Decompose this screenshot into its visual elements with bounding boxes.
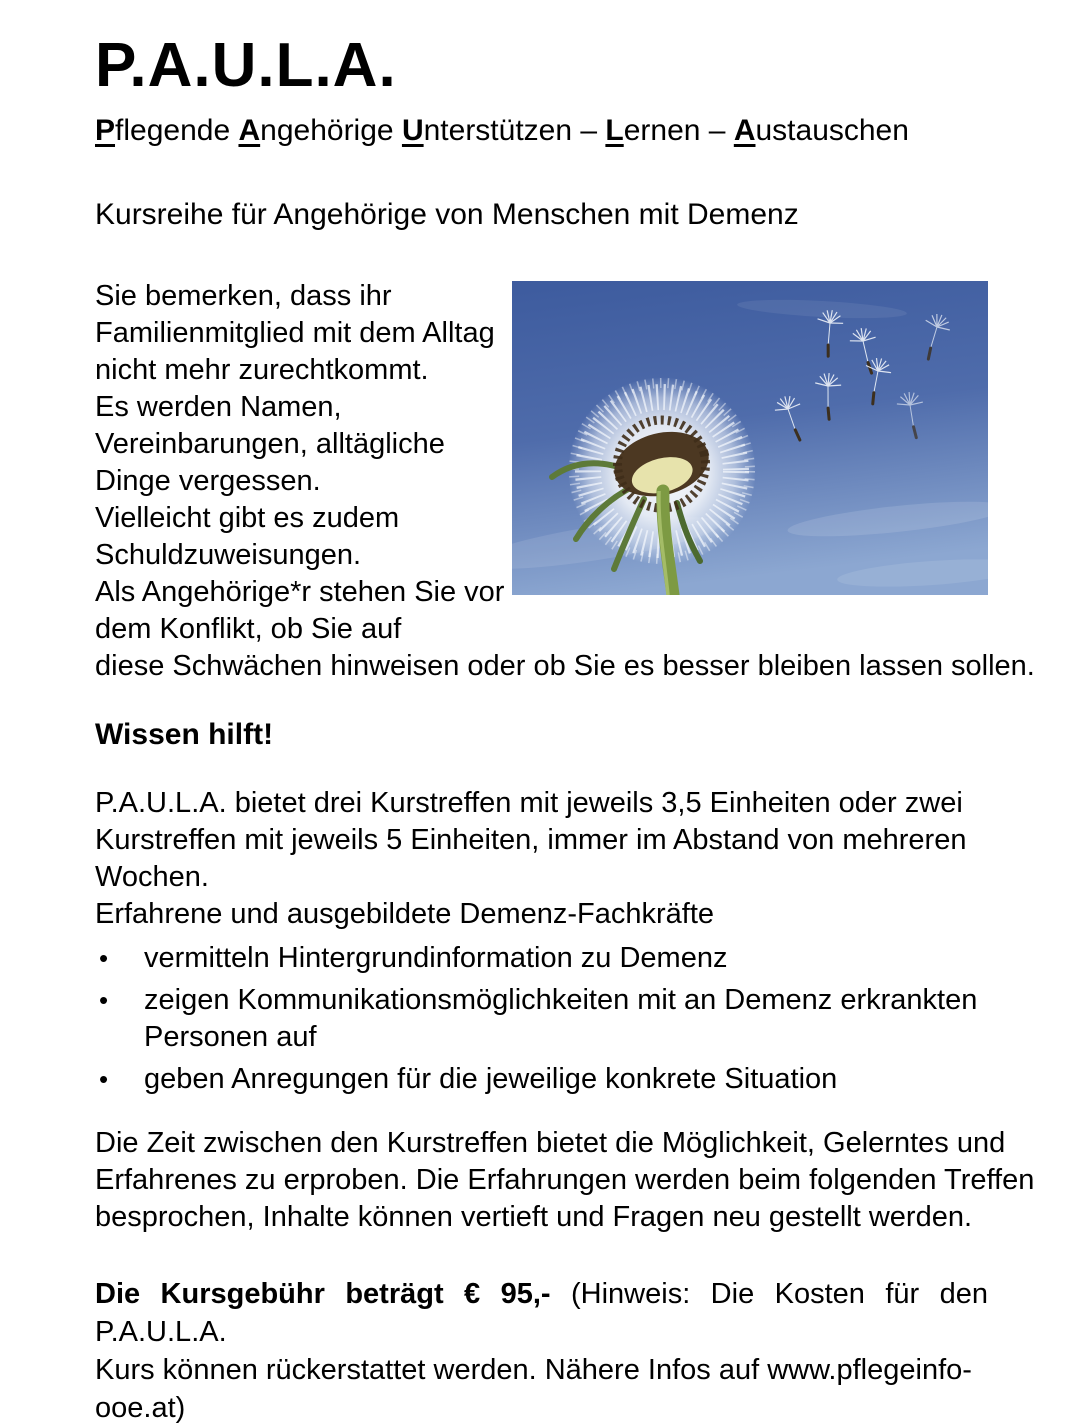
subtitle-lead-letter: A: [238, 114, 261, 147]
fee-note: (Hinweis: Die Kosten für den P.A.U.L.A.: [95, 1278, 989, 1348]
bullet-text: geben Anregungen für die jeweilige konkrete Situation: [144, 1063, 838, 1095]
intro-full-width-line: diese Schwächen hinweisen oder ob Sie es besser bleiben lassen sollen.: [95, 650, 1035, 682]
offer-line: Erfahrene und ausgebildete Demenz-Fachkräfte: [95, 898, 715, 930]
intro-line: Vielleicht gibt es zudem: [95, 502, 400, 534]
intro-line: Vereinbarungen, alltägliche: [95, 428, 445, 460]
flyer-page: [0, 31, 1080, 1427]
bullet-text: zeigen Kommunikationsmöglichkeiten mit an Demenz erkrankten: [144, 984, 978, 1016]
between-line: besprochen, Inhalte können vertieft und Fragen neu gestellt werden.: [95, 1201, 973, 1233]
subtitle-text: nterstützen –: [423, 114, 606, 147]
intro-line: Dinge vergessen.: [95, 465, 321, 497]
offer-line: Kurstreffen mit jeweils 5 Einheiten, immer im Abstand von mehreren: [95, 824, 967, 856]
fee-amount: Die Kursgebühr beträgt € 95,-: [95, 1278, 551, 1310]
intro-line: Als Angehörige*r stehen Sie vor: [95, 576, 505, 608]
between-meetings-paragraph: [95, 1125, 1035, 1236]
offer-line: Wochen.: [95, 861, 209, 893]
page-title: P.A.U.L.A.: [95, 31, 397, 100]
course-series-line: Kursreihe für Angehörige von Menschen mit Demenz: [95, 198, 799, 231]
subtitle-text: ustauschen: [755, 114, 909, 147]
bullet-icon: •: [99, 943, 109, 973]
bullet-text: vermitteln Hintergrundinformation zu Demenz: [144, 942, 728, 974]
intro-line: Es werden Namen,: [95, 391, 342, 423]
fee-line: [95, 1275, 988, 1351]
bullet-icon: •: [99, 985, 109, 1015]
intro-line: dem Konflikt, ob Sie auf: [95, 613, 402, 645]
between-line: Die Zeit zwischen den Kurstreffen bietet die Möglichkeit, Gelerntes und: [95, 1127, 1006, 1159]
intro-line: Schuldzuweisungen.: [95, 539, 362, 571]
between-line: Erfahrenes zu erproben. Die Erfahrungen werden beim folgenden Treffen: [95, 1164, 1035, 1196]
bullet-text: Personen auf: [144, 1021, 317, 1053]
subtitle-lead-letter: P: [95, 114, 116, 147]
subtitle-text: ernen –: [623, 114, 734, 147]
list-item: [95, 940, 988, 977]
bullet-list: [95, 940, 988, 1098]
subtitle-lead-letter: A: [733, 114, 756, 147]
subtitle-lead-letter: U: [401, 114, 424, 147]
bullet-icon: •: [99, 1064, 109, 1094]
intro-line: Familienmitglied mit dem Alltag: [95, 317, 495, 349]
intro-text-column: [95, 278, 512, 648]
intro-line: Sie bemerken, dass ihr: [95, 280, 392, 312]
list-item: [95, 982, 988, 1056]
section-heading: Wissen hilft!: [95, 718, 274, 751]
list-item: [95, 1061, 988, 1098]
acronym-subtitle: [95, 112, 988, 150]
dandelion-photo: [512, 281, 988, 595]
course-fee-paragraph: [95, 1275, 988, 1427]
offer-paragraph: [95, 785, 988, 933]
fee-note-continued: Kurs können rückerstattet werden. Nähere Infos auf www.pflegeinfo-ooe.at): [95, 1354, 972, 1424]
intro-section: [95, 278, 988, 648]
subtitle-lead-letter: L: [605, 114, 624, 147]
subtitle-text: flegende: [115, 114, 239, 147]
subtitle-text: ngehörige: [260, 114, 402, 147]
intro-line: nicht mehr zurechtkommt.: [95, 354, 429, 386]
offer-line: P.A.U.L.A. bietet drei Kurstreffen mit jeweils 3,5 Einheiten oder zwei: [95, 787, 963, 819]
